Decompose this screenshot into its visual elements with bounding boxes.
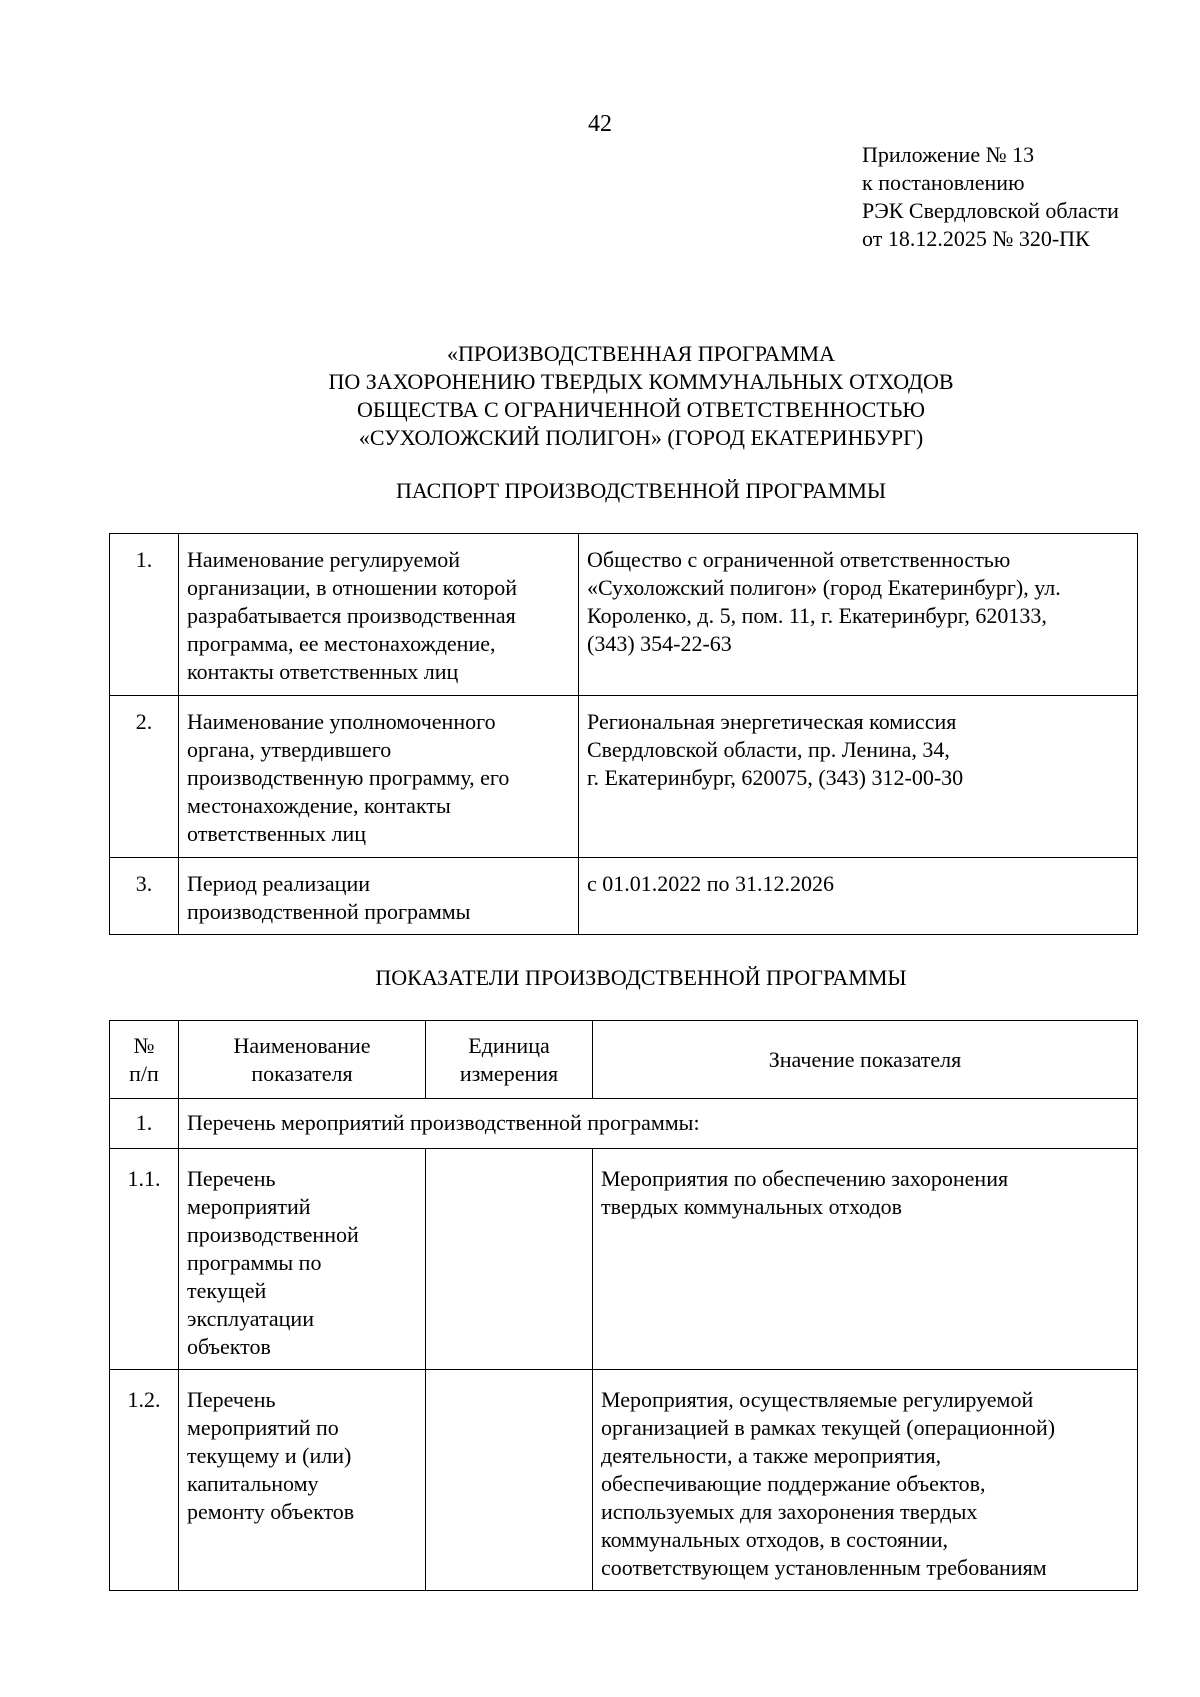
indicators-table xyxy=(109,1020,1138,1591)
text-line: организацией в рамках текущей (операционной) xyxy=(601,1415,1056,1440)
indicator-value xyxy=(593,1149,1138,1370)
text-line: Короленко, д. 5, пом. 11, г. Екатеринбург, 620133, xyxy=(587,603,1047,628)
document-title xyxy=(100,340,1182,452)
text-line: организации, в отношении которой xyxy=(187,575,517,600)
text-line: программа, ее местонахождение, xyxy=(187,631,496,656)
indicator-name xyxy=(179,1149,426,1370)
text-line: разрабатывается производственная xyxy=(187,603,516,628)
section-row-text: Перечень мероприятий производственной программы: xyxy=(179,1099,1138,1149)
title-line: ПО ЗАХОРОНЕНИЮ ТВЕРДЫХ КОММУНАЛЬНЫХ ОТХОДОВ xyxy=(328,369,954,394)
table-row xyxy=(110,534,1138,696)
row-number: 2. xyxy=(110,696,179,858)
text-line: объектов xyxy=(187,1334,271,1359)
row-number: 1. xyxy=(110,1099,179,1149)
text-line: ответственных лиц xyxy=(187,821,366,846)
text-line: г. Екатеринбург, 620075, (343) 312-00-30 xyxy=(587,765,964,790)
text-line: Свердловской области, пр. Ленина, 34, xyxy=(587,737,950,762)
text-line: ремонту объектов xyxy=(187,1499,355,1524)
section-row xyxy=(110,1099,1138,1149)
row-number: 1. xyxy=(110,534,179,696)
indicator-unit xyxy=(426,1149,593,1370)
column-header-unit xyxy=(426,1021,593,1099)
text-line: местонахождение, контакты xyxy=(187,793,451,818)
header-line: показателя xyxy=(251,1060,353,1086)
title-line: ОБЩЕСТВА С ОГРАНИЧЕННОЙ ОТВЕТСТВЕННОСТЬЮ xyxy=(357,397,925,422)
row-label xyxy=(179,534,579,696)
indicators-heading: ПОКАЗАТЕЛИ ПРОИЗВОДСТВЕННОЙ ПРОГРАММЫ xyxy=(375,965,907,990)
text-line: мероприятий по xyxy=(187,1415,339,1440)
text-line: «Сухоложский полигон» (город Екатеринбург), ул. xyxy=(587,575,1061,600)
text-line: производственной программы xyxy=(187,899,471,924)
text-line: мероприятий xyxy=(187,1194,311,1219)
text-line: Наименование уполномоченного xyxy=(187,709,496,734)
text-line: программы по xyxy=(187,1250,322,1275)
text-line: Региональная энергетическая комиссия xyxy=(587,709,957,734)
text-line: производственной xyxy=(187,1222,359,1247)
table-row xyxy=(110,696,1138,858)
column-header-number xyxy=(110,1021,179,1099)
header-line: Наименование xyxy=(233,1032,371,1058)
header-line: № xyxy=(133,1032,155,1058)
table-row xyxy=(110,1149,1138,1370)
passport-heading: ПАСПОРТ ПРОИЗВОДСТВЕННОЙ ПРОГРАММЫ xyxy=(395,478,887,503)
text-line: Мероприятия, осуществляемые регулируемой xyxy=(601,1387,1034,1412)
appendix-line: от 18.12.2025 № 320-ПК xyxy=(862,226,1090,251)
text-line: деятельности, а также мероприятия, xyxy=(601,1443,942,1468)
row-number: 1.1. xyxy=(110,1149,179,1370)
text-line: Мероприятия по обеспечению захоронения xyxy=(601,1166,1009,1191)
text-line: Наименование регулируемой xyxy=(187,547,461,572)
text-line: производственную программу, его xyxy=(187,765,510,790)
row-number: 3. xyxy=(110,858,179,935)
appendix-line: РЭК Свердловской области xyxy=(862,198,1119,223)
column-header-name xyxy=(179,1021,426,1099)
header-line: измерения xyxy=(459,1060,559,1086)
text-line: Перечень xyxy=(187,1166,276,1191)
row-value xyxy=(579,858,1138,935)
header-line: п/п xyxy=(129,1060,159,1086)
column-header-value: Значение показателя xyxy=(593,1021,1138,1099)
header-line: Единица xyxy=(468,1032,550,1058)
text-line: эксплуатации xyxy=(187,1306,314,1331)
row-number: 1.2. xyxy=(110,1370,179,1591)
text-line: контакты ответственных лиц xyxy=(187,659,459,684)
text-line: используемых для захоронения твердых xyxy=(601,1499,978,1524)
text-line: обеспечивающие поддержание объектов, xyxy=(601,1471,986,1496)
text-line: соответствующем установленным требованиям xyxy=(601,1555,1047,1580)
text-line: текущему и (или) xyxy=(187,1443,352,1468)
row-value xyxy=(579,534,1138,696)
appendix-line: к постановлению xyxy=(862,170,1025,195)
table-row xyxy=(110,1370,1138,1591)
text-line: с 01.01.2022 по 31.12.2026 xyxy=(587,871,835,896)
text-line: твердых коммунальных отходов xyxy=(601,1194,903,1219)
passport-table xyxy=(109,533,1138,935)
table-header-row xyxy=(110,1021,1138,1099)
row-label xyxy=(179,696,579,858)
appendix-line: Приложение № 13 xyxy=(862,142,1035,167)
text-line: коммунальных отходов, в состоянии, xyxy=(601,1527,949,1552)
title-line: «ПРОИЗВОДСТВЕННАЯ ПРОГРАММА xyxy=(446,341,836,366)
text-line: капитальному xyxy=(187,1471,319,1496)
indicator-name xyxy=(179,1370,426,1591)
text-line: Период реализации xyxy=(187,871,371,896)
row-value xyxy=(579,696,1138,858)
indicator-unit xyxy=(426,1370,593,1591)
text-line: Перечень xyxy=(187,1387,276,1412)
text-line: Общество с ограниченной ответственностью xyxy=(587,547,1011,572)
text-line: (343) 354-22-63 xyxy=(587,631,732,656)
appendix-block xyxy=(862,141,1119,253)
row-label xyxy=(179,858,579,935)
table-row xyxy=(110,858,1138,935)
indicator-value xyxy=(593,1370,1138,1591)
title-line: «СУХОЛОЖСКИЙ ПОЛИГОН» (ГОРОД ЕКАТЕРИНБУРГ) xyxy=(358,425,924,450)
text-line: органа, утвердившего xyxy=(187,737,392,762)
page-number: 42 xyxy=(588,111,612,137)
text-line: текущей xyxy=(187,1278,267,1303)
